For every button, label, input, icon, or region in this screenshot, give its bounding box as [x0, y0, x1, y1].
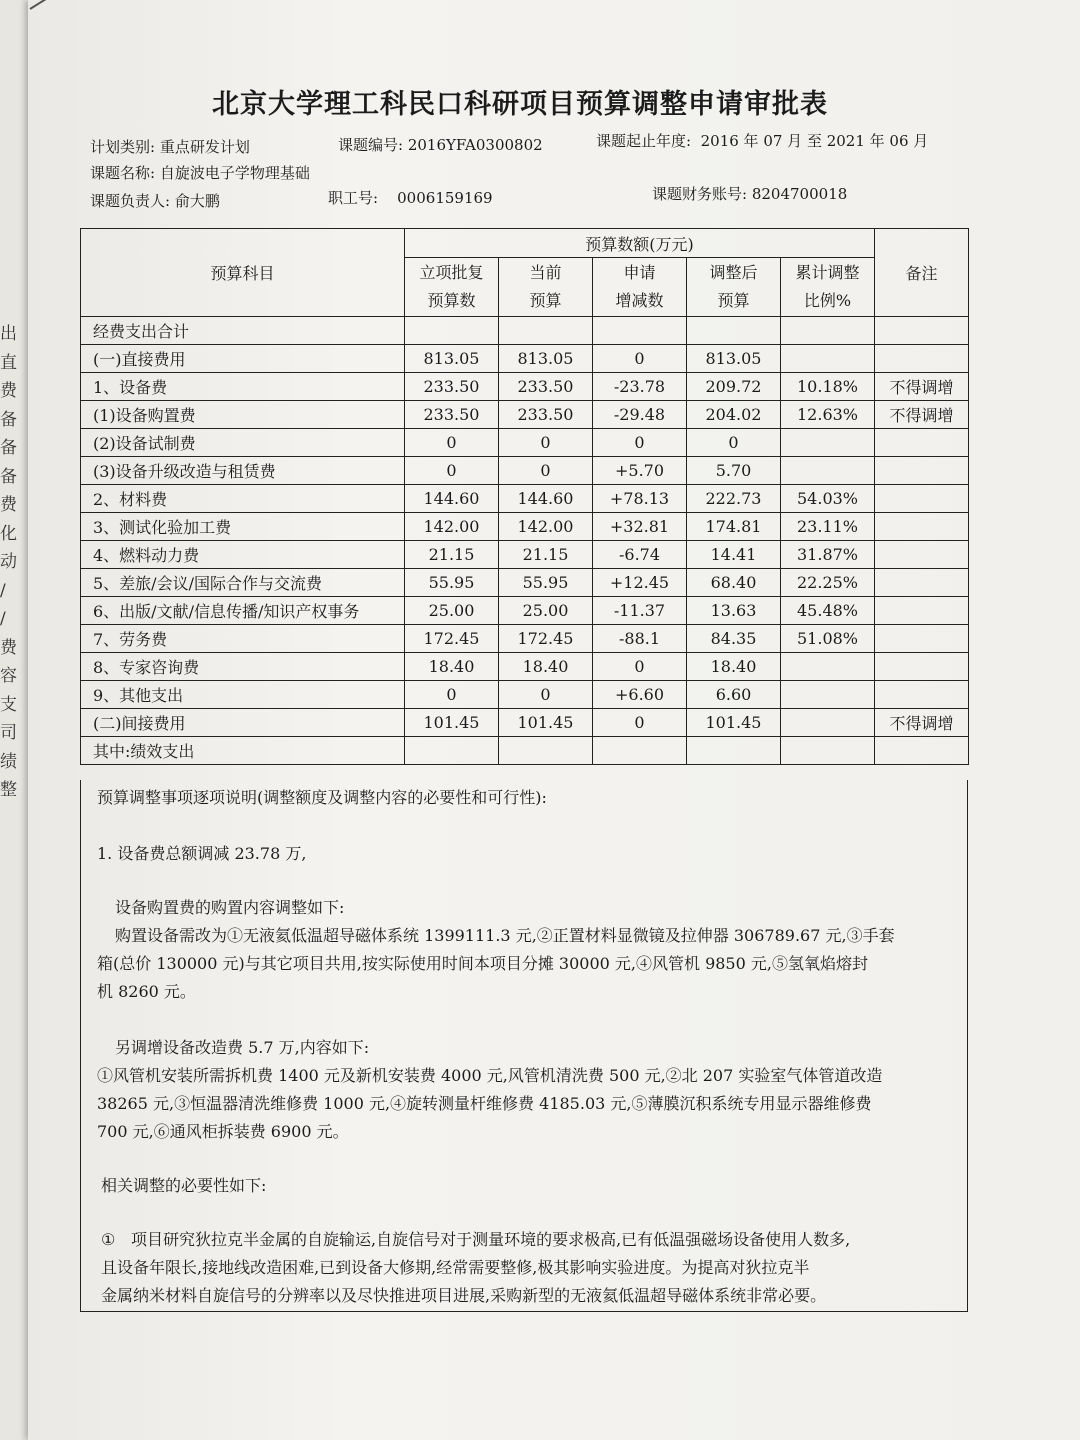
necessity-line-3: 金属纳米材料自旋信号的分辨率以及尽快推进项目进展,采购新型的无液氦低温超导磁体系统非常必要。: [101, 1286, 827, 1305]
row-value: 55.95: [405, 569, 499, 597]
row-value: 21.15: [405, 541, 499, 569]
purchase-line-2: 箱(总价 130000 元)与其它项目共用,按实际使用时间本项目分摊 30000 元,④风管机 9850 元,⑤氢氧焰熔封: [97, 954, 868, 973]
row-remark: [875, 345, 969, 373]
row-value: 222.73: [687, 485, 781, 513]
table-row: [81, 429, 969, 457]
row-value: 813.05: [687, 345, 781, 373]
row-value: +78.13: [593, 485, 687, 513]
row-subject: 6、出版/文献/信息传播/知识产权事务: [81, 597, 405, 625]
edge-glyph: 费: [0, 495, 17, 515]
row-value: 204.02: [687, 401, 781, 429]
header-subject: 预算科目: [81, 229, 405, 317]
header-current: 当前 预算: [499, 258, 593, 317]
row-subject: (一)直接费用: [81, 345, 405, 373]
row-value: [781, 429, 875, 457]
plan-type: [90, 136, 250, 157]
row-subject: (1)设备购置费: [81, 401, 405, 429]
necessity-heading: 相关调整的必要性如下:: [101, 1176, 267, 1195]
edge-glyph: 支: [0, 694, 17, 715]
necessity-line-1: 项目研究狄拉克半金属的自旋输运,自旋信号对于测量环境的要求极高,已有低温强磁场设备使用人数多,: [131, 1230, 851, 1249]
row-value: [405, 317, 499, 345]
row-value: +12.45: [593, 569, 687, 597]
explain-heading: 预算调整事项逐项说明(调整额度及调整内容的必要性和可行性):: [97, 788, 547, 807]
edge-glyph: 直: [0, 352, 17, 373]
table-row: [81, 401, 969, 429]
edge-glyph: /: [0, 609, 6, 629]
row-subject: 其中:绩效支出: [81, 737, 405, 765]
page-title: 北京大学理工科民口科研项目预算调整申请审批表: [212, 89, 828, 120]
header-remark: 备注: [875, 229, 969, 317]
row-value: 0: [405, 457, 499, 485]
row-subject: 8、专家咨询费: [81, 653, 405, 681]
upgrade-line-1: ①风管机安装所需拆机费 1400 元及新机安装费 4000 元,风管机清洗费 500 元,②北 207 实验室气体管道改造: [97, 1066, 883, 1085]
row-value: +5.70: [593, 457, 687, 485]
row-subject: 2、材料费: [81, 485, 405, 513]
row-value: 54.03%: [781, 485, 875, 513]
period-label: 课题起止年度:: [596, 132, 692, 150]
row-value: 25.00: [499, 597, 593, 625]
header-adjusted: 调整后 预算: [687, 258, 781, 317]
row-subject: 7、劳务费: [81, 625, 405, 653]
table-row: [81, 569, 969, 597]
upgrade-line-3: 700 元,⑥通风柜拆装费 6900 元。: [97, 1122, 349, 1141]
row-value: 21.15: [499, 541, 593, 569]
row-remark: [875, 569, 969, 597]
row-subject: 5、差旅/会议/国际合作与交流费: [81, 569, 405, 597]
row-value: [687, 737, 781, 765]
row-value: -29.48: [593, 401, 687, 429]
row-subject: 1、设备费: [81, 373, 405, 401]
row-subject: 3、测试化验加工费: [81, 513, 405, 541]
purchase-line-1: 购置设备需改为①无液氦低温超导磁体系统 1399111.3 元,②正置材料显微镜及拉伸器 306789.67 元,③手套: [115, 926, 895, 945]
edge-glyph: 备: [0, 466, 17, 487]
table-row: [81, 709, 969, 737]
table-row: [81, 737, 969, 765]
edge-glyph: 司: [0, 723, 17, 743]
staff-no-label: 职工号:: [328, 189, 379, 207]
leader: [90, 190, 220, 211]
row-value: 51.08%: [781, 625, 875, 653]
row-value: +6.60: [593, 681, 687, 709]
header-change: 申请 增减数: [593, 258, 687, 317]
row-value: [687, 317, 781, 345]
edge-glyph: 备: [0, 438, 17, 458]
row-value: 23.11%: [781, 513, 875, 541]
row-value: 22.25%: [781, 569, 875, 597]
account-label: 课题财务账号:: [652, 185, 748, 203]
row-value: 144.60: [405, 485, 499, 513]
row-value: 813.05: [405, 345, 499, 373]
row-value: -11.37: [593, 597, 687, 625]
row-remark: [875, 625, 969, 653]
row-value: [593, 737, 687, 765]
edge-glyph: 绩: [0, 751, 17, 772]
table-row: [81, 373, 969, 401]
header-amount-group: 预算数额(万元): [405, 229, 875, 258]
row-remark: [875, 485, 969, 513]
period-value: 2016 年 07 月 至 2021 年 06 月: [700, 132, 929, 150]
project-name: [90, 162, 310, 183]
row-value: 233.50: [499, 373, 593, 401]
row-value: 0: [405, 681, 499, 709]
row-value: 18.40: [687, 653, 781, 681]
project-name-value: 自旋波电子学物理基础: [159, 164, 310, 182]
row-value: 101.45: [499, 709, 593, 737]
necessity-number: ①: [101, 1230, 116, 1249]
row-remark: [875, 653, 969, 681]
staff-no-value: 0006159169: [397, 189, 493, 207]
edge-glyph: 整: [0, 780, 17, 800]
row-value: 101.45: [405, 709, 499, 737]
row-value: 18.40: [499, 653, 593, 681]
row-remark: 不得调增: [875, 401, 969, 429]
row-value: 172.45: [499, 625, 593, 653]
row-value: [781, 681, 875, 709]
row-value: 5.70: [687, 457, 781, 485]
edge-glyph: 容: [0, 666, 17, 686]
row-subject: (二)间接费用: [81, 709, 405, 737]
table-row: [81, 485, 969, 513]
plan-type-value: 重点研发计划: [159, 138, 250, 156]
table-row: [81, 681, 969, 709]
row-value: +32.81: [593, 513, 687, 541]
row-value: 0: [593, 653, 687, 681]
edge-glyph: 备: [0, 409, 17, 430]
row-value: [781, 709, 875, 737]
row-remark: [875, 681, 969, 709]
row-value: [781, 653, 875, 681]
row-value: [781, 317, 875, 345]
table-row: [81, 597, 969, 625]
row-remark: [875, 429, 969, 457]
table-row: [81, 653, 969, 681]
row-value: 142.00: [405, 513, 499, 541]
edge-glyph: 费: [0, 637, 17, 658]
row-value: 0: [405, 429, 499, 457]
edge-glyphs: [0, 320, 20, 805]
row-value: 0: [499, 457, 593, 485]
row-value: 101.45: [687, 709, 781, 737]
row-value: [405, 737, 499, 765]
edge-glyph: 费: [0, 381, 17, 401]
period: [596, 130, 928, 151]
row-value: 6.60: [687, 681, 781, 709]
upgrade-heading: 另调增设备改造费 5.7 万,内容如下:: [115, 1038, 370, 1057]
row-value: 233.50: [405, 373, 499, 401]
row-value: 31.87%: [781, 541, 875, 569]
row-value: 172.45: [405, 625, 499, 653]
project-name-label: 课题名称:: [90, 164, 156, 182]
row-remark: [875, 513, 969, 541]
row-value: 18.40: [405, 653, 499, 681]
row-remark: [875, 541, 969, 569]
row-value: [781, 345, 875, 373]
row-subject: 4、燃料动力费: [81, 541, 405, 569]
row-value: 174.81: [687, 513, 781, 541]
row-remark: [875, 457, 969, 485]
row-remark: [875, 317, 969, 345]
row-value: 0: [593, 345, 687, 373]
row-value: 233.50: [499, 401, 593, 429]
header-approved: 立项批复 预算数: [405, 258, 499, 317]
edge-glyph: 动: [0, 552, 17, 572]
upgrade-line-2: 38265 元,③恒温器清洗维修费 1000 元,④旋转测量杆维修费 4185.03 元,⑤薄膜沉积系统专用显示器维修费: [97, 1094, 872, 1113]
staff-no: [328, 187, 493, 208]
purchase-heading: 设备购置费的购置内容调整如下:: [115, 898, 345, 917]
row-subject: 9、其他支出: [81, 681, 405, 709]
table-row: [81, 457, 969, 485]
table-row: [81, 513, 969, 541]
row-value: [499, 737, 593, 765]
table-row: [81, 625, 969, 653]
row-subject: (2)设备试制费: [81, 429, 405, 457]
row-value: 144.60: [499, 485, 593, 513]
budget-table: [80, 228, 969, 765]
row-value: 12.63%: [781, 401, 875, 429]
row-value: 10.18%: [781, 373, 875, 401]
row-value: 0: [499, 681, 593, 709]
row-subject: 经费支出合计: [81, 317, 405, 345]
leader-value: 俞大鹏: [174, 192, 220, 210]
row-value: 813.05: [499, 345, 593, 373]
row-value: 0: [687, 429, 781, 457]
row-value: [499, 317, 593, 345]
project-no-value: 2016YFA0300802: [407, 136, 543, 154]
row-subject: (3)设备升级改造与租赁费: [81, 457, 405, 485]
row-remark: [875, 597, 969, 625]
row-remark: [875, 737, 969, 765]
row-value: [593, 317, 687, 345]
table-row: [81, 317, 969, 345]
row-value: 45.48%: [781, 597, 875, 625]
header-ratio: 累计调整 比例%: [781, 258, 875, 317]
necessity-line-2: 且设备年限长,接地线改造困难,已到设备大修期,经常需要整修,极其影响实验进度。为提高对狄拉克半: [101, 1258, 810, 1277]
plan-type-label: 计划类别:: [90, 138, 156, 156]
account-value: 8204700018: [751, 185, 848, 203]
edge-glyph: 出: [0, 324, 17, 344]
row-value: 13.63: [687, 597, 781, 625]
row-value: 0: [593, 429, 687, 457]
row-value: -23.78: [593, 373, 687, 401]
table-row: [81, 541, 969, 569]
row-value: 142.00: [499, 513, 593, 541]
row-value: 84.35: [687, 625, 781, 653]
explain-item-1: 1. 设备费总额调减 23.78 万,: [97, 844, 307, 863]
row-remark: 不得调增: [875, 709, 969, 737]
explanation-box: [80, 780, 968, 1312]
account: [652, 183, 847, 204]
leader-label: 课题负责人:: [90, 192, 171, 210]
table-row: [81, 345, 969, 373]
project-no: [338, 134, 543, 155]
row-remark: 不得调增: [875, 373, 969, 401]
row-value: -88.1: [593, 625, 687, 653]
edge-glyph: /: [0, 580, 6, 601]
row-value: 55.95: [499, 569, 593, 597]
row-value: 25.00: [405, 597, 499, 625]
edge-glyph: 化: [0, 523, 17, 544]
row-value: 68.40: [687, 569, 781, 597]
row-value: 14.41: [687, 541, 781, 569]
purchase-line-3: 机 8260 元。: [97, 982, 196, 1001]
underlying-sheet: [0, 0, 28, 1440]
row-value: [781, 737, 875, 765]
project-no-label: 课题编号:: [338, 136, 404, 154]
row-value: [781, 457, 875, 485]
row-value: 233.50: [405, 401, 499, 429]
row-value: 0: [499, 429, 593, 457]
row-value: -6.74: [593, 541, 687, 569]
row-value: 0: [593, 709, 687, 737]
row-value: 209.72: [687, 373, 781, 401]
